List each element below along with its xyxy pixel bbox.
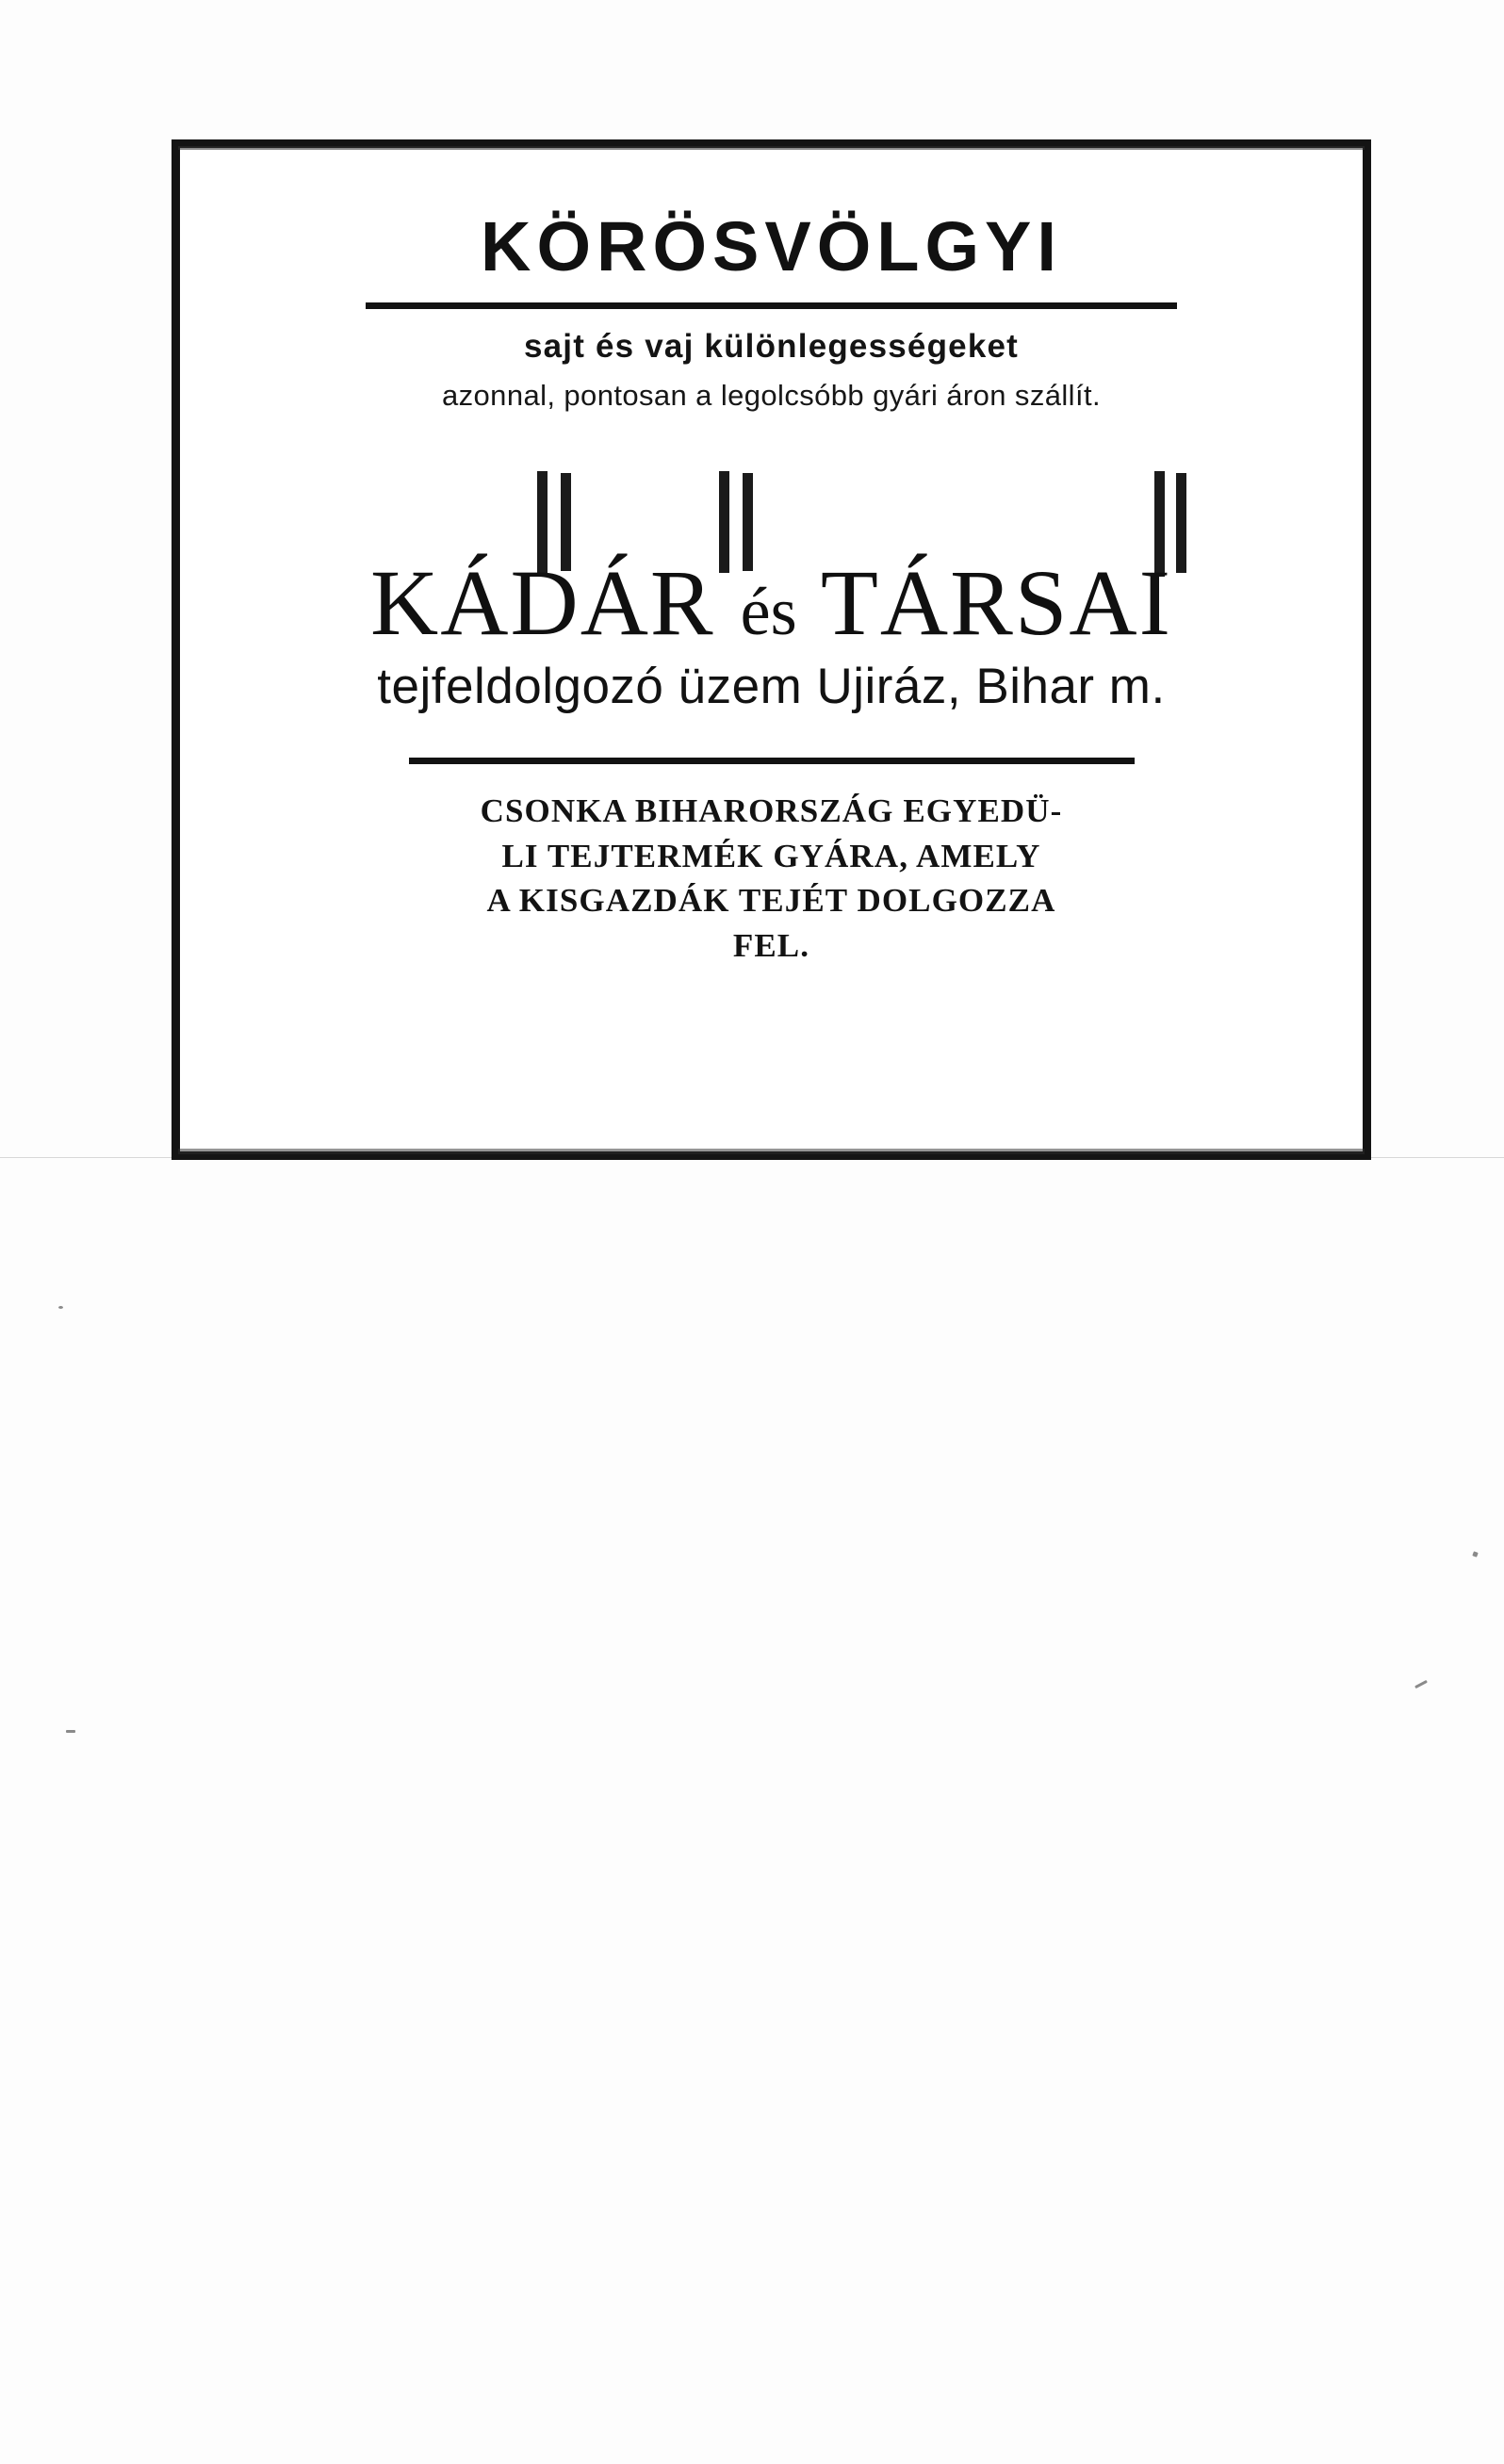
scan-speck	[1472, 1551, 1478, 1557]
firm-name-block	[180, 471, 1363, 714]
tagline-primary: sajt és vaj különlegességeket	[523, 328, 1020, 365]
firm-name-part1: KÁDÁR	[370, 550, 715, 655]
tagline-secondary: azonnal, pontosan a legolcsóbb gyári áron szállít.	[442, 379, 1101, 412]
divider-bottom	[409, 758, 1135, 764]
scan-speck	[66, 1730, 75, 1733]
scan-speck	[58, 1306, 63, 1309]
firm-name-conjunction: és	[740, 574, 797, 649]
footer-line: LI TEJTERMÉK GYÁRA, AMELY	[501, 837, 1041, 874]
firm-name-part2: TÁRSAI	[820, 550, 1172, 655]
advertisement-content	[180, 148, 1363, 1151]
advertisement-frame	[172, 139, 1371, 1160]
brand-title: KÖRÖSVÖLGYI	[481, 207, 1062, 286]
footer-line: FEL.	[732, 926, 810, 964]
footer-claim	[395, 789, 1149, 968]
scan-speck	[1414, 1680, 1428, 1689]
footer-line: CSONKA BIHARORSZÁG EGYEDÜ-	[480, 792, 1063, 829]
divider-top	[366, 302, 1177, 309]
footer-line: A KISGAZDÁK TEJÉT DOLGOZZA	[486, 882, 1056, 920]
firm-name	[180, 548, 1363, 657]
firm-subtitle: tejfeldolgozó üzem Ujiráz, Bihar m.	[377, 659, 1166, 714]
